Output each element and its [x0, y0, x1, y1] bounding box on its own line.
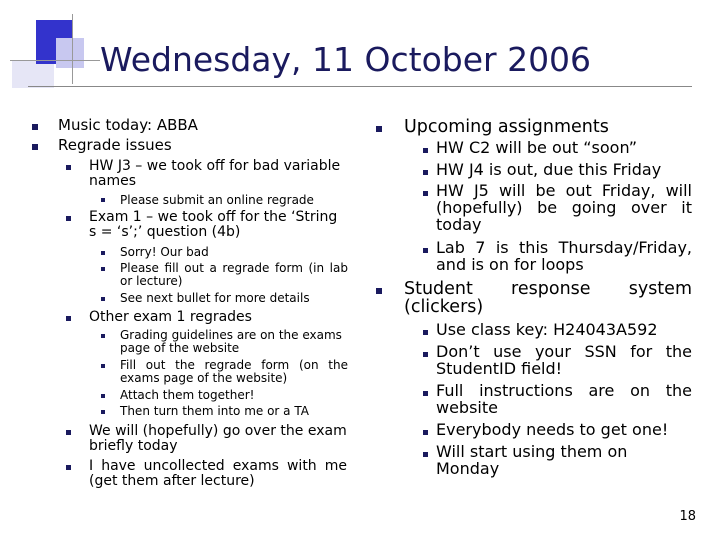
bullet-icon: [423, 330, 428, 335]
bullet-icon: [101, 251, 105, 255]
decor-square-light: [12, 60, 54, 88]
left-item-music: Music today: ABBA: [58, 116, 198, 134]
bullet-icon: [66, 216, 71, 221]
decor-square-lavender: [56, 38, 84, 68]
right-item-ssn: Don’t use your SSN for the StudentID field!: [436, 342, 692, 378]
right-item-hwc2: HW C2 will be out “soon”: [436, 138, 638, 157]
right-item-hwj5: HW J5 will be out Friday, will (hopefully) be going over it today: [436, 181, 692, 234]
left-item-turn-in: Then turn them into me or a TA: [120, 404, 309, 418]
left-item-see-next: See next bullet for more details: [120, 291, 310, 305]
page-number: 18: [679, 509, 696, 524]
bullet-icon: [423, 391, 428, 396]
right-item-class-key: Use class key: H24043A592: [436, 320, 658, 339]
left-item-online-regrade: Please submit an online regrade: [120, 193, 314, 207]
decor-line-vertical: [72, 14, 73, 84]
left-item-regrade: Regrade issues: [58, 136, 172, 154]
left-item-sorry: Sorry! Our bad: [120, 245, 209, 259]
left-item-exam1: Exam 1 – we took off for the ‘String s = ‘s’;’ question (4b): [89, 209, 338, 240]
left-item-go-over: We will (hopefully) go over the exam briefly today: [89, 423, 347, 454]
bullet-icon: [66, 465, 71, 470]
bullet-icon: [423, 148, 428, 153]
bullet-icon: [66, 316, 71, 321]
bullet-icon: [423, 430, 428, 435]
bullet-icon: [423, 170, 428, 175]
left-item-fill-form: Please fill out a regrade form (in lab or lecture): [120, 261, 348, 288]
bullet-icon: [101, 410, 105, 414]
right-item-everybody: Everybody needs to get one!: [436, 420, 669, 439]
right-item-instructions: Full instructions are on the website: [436, 381, 692, 417]
bullet-icon: [66, 430, 71, 435]
title-divider: [28, 86, 692, 87]
left-item-uncollected: I have uncollected exams with me (get them after lecture): [89, 458, 347, 489]
bullet-icon: [101, 364, 105, 368]
bullet-icon: [376, 288, 382, 294]
right-item-upcoming: Upcoming assignments: [404, 117, 609, 137]
bullet-icon: [101, 394, 105, 398]
right-item-monday: Will start using them on Monday: [436, 442, 628, 478]
right-item-clickers: Student response system (clickers): [404, 279, 692, 318]
left-item-other-regrades: Other exam 1 regrades: [89, 309, 252, 325]
right-item-hwj4: HW J4 is out, due this Friday: [436, 160, 662, 179]
bullet-icon: [32, 144, 38, 150]
slide-title: Wednesday, 11 October 2006: [100, 40, 592, 79]
left-item-fill-regrade: Fill out the regrade form (on the exams page of the website): [120, 358, 348, 385]
left-item-attach: Attach them together!: [120, 388, 255, 402]
bullet-icon: [423, 352, 428, 357]
bullet-icon: [101, 198, 105, 202]
bullet-icon: [101, 297, 105, 301]
bullet-icon: [101, 267, 105, 271]
bullet-icon: [423, 452, 428, 457]
bullet-icon: [66, 165, 71, 170]
bullet-icon: [101, 334, 105, 338]
bullet-icon: [423, 191, 428, 196]
bullet-icon: [423, 248, 428, 253]
left-item-guidelines: Grading guidelines are on the exams page of the website: [120, 328, 342, 355]
bullet-icon: [32, 124, 38, 130]
left-item-hwj3: HW J3 – we took off for bad variable names: [89, 158, 341, 189]
bullet-icon: [376, 126, 382, 132]
decor-line-horizontal: [10, 60, 100, 61]
right-item-lab7: Lab 7 is this Thursday/Friday, and is on for loops: [436, 238, 692, 274]
